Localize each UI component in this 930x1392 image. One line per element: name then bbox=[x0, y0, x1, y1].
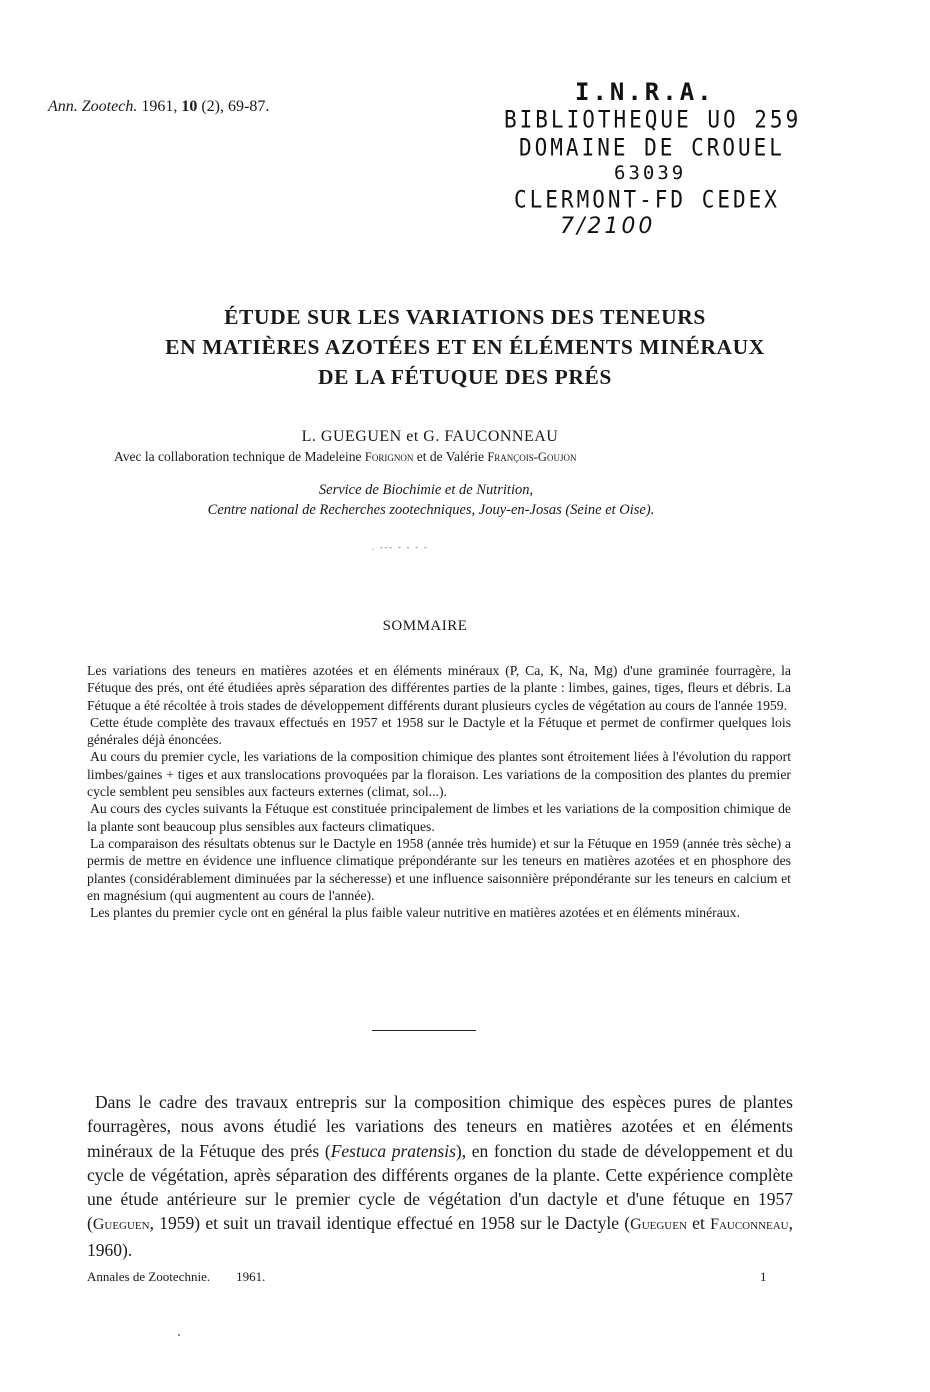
separator-dots: . --- - - - - bbox=[372, 543, 429, 552]
stamp-line-postcode: 63039 bbox=[614, 162, 687, 184]
intro-text-1: Dans le cadre des travaux entrepris sur la composition chimique des espèces pures de plantes fourragères, nous avons étudié les variations des teneurs en matières azotées et en éléments minéraux de la Fétuque des prés ( bbox=[87, 1092, 793, 1161]
journal-volume: 10 bbox=[181, 98, 198, 115]
page-number: 1 bbox=[760, 1269, 767, 1284]
journal-issue-pages: (2), 69-87. bbox=[201, 98, 270, 115]
title-line-3: DE LA FÉTUQUE DES PRÉS bbox=[318, 365, 612, 389]
footer-journal bbox=[87, 1269, 265, 1285]
journal-year: 1961, bbox=[141, 98, 178, 115]
reference-year: , 1960). bbox=[87, 1213, 793, 1260]
affiliation-service: Service de Biochimie et de Nutrition, bbox=[318, 482, 534, 498]
summary-paragraph: La comparaison des résultats obtenus sur le Dactyle en 1958 (année très humide) et sur la Fétuque en 1959 (année très sèche) a permis de mettre en évidence une influence climatique prépondérante sur les teneurs en matières azotées et en phosphore des plantes (considérablement diminuées par la sécheresse) et une influence saisonnière prépondérante sur les teneurs en calcium et en magnésium (qui augmentent au cours de l'année). bbox=[87, 835, 791, 903]
reference-author: Gueguen bbox=[630, 1216, 687, 1234]
stamp-line-inra: I.N.R.A. bbox=[575, 78, 715, 106]
footer-year: 1961. bbox=[236, 1269, 266, 1284]
paper-title bbox=[40, 302, 890, 392]
journal-citation bbox=[48, 98, 269, 116]
footer-journal-name: Annales de Zootechnie. bbox=[87, 1269, 211, 1284]
species-name: Festuca pratensis bbox=[330, 1140, 456, 1161]
summary-paragraph: Les plantes du premier cycle ont en général la plus faible valeur nutritive en matières azotées et en éléments minéraux. bbox=[90, 905, 740, 921]
summary-heading: SOMMAIRE bbox=[382, 618, 468, 634]
collaboration-middle: et de Valérie bbox=[416, 449, 484, 464]
collaborator-name-1: Forignon bbox=[364, 450, 414, 464]
summary-paragraph: Cette étude complète des travaux effectués en 1957 et 1958 sur le Dactyle et la Fétuque et permet de confirmer quelques lois générales déjà énoncées. bbox=[87, 714, 791, 748]
summary-section bbox=[87, 662, 791, 921]
collaborator-name-2: François-Goujon bbox=[487, 450, 577, 464]
reference-author: Fauconneau bbox=[710, 1216, 789, 1234]
collaboration-prefix: Avec la collaboration technique de Madeleine bbox=[114, 449, 362, 464]
stamp-line-city: CLERMONT-FD CEDEX bbox=[514, 185, 780, 214]
title-line-1: ÉTUDE SUR LES VARIATIONS DES TENEURS bbox=[224, 305, 706, 329]
section-divider bbox=[372, 1030, 476, 1031]
summary-paragraph: Les variations des teneurs en matières azotées et en éléments minéraux (P, Ca, K, Na, Mg) d'une graminée fourragère, la Fétuque des prés, ont été étudiées après séparation des différentes parties de la plante : limbes, gaines, tiges, fleurs et débris. La Fétuque a été récoltée à trois stades de développement différents durant plusieurs cycles de végétation au cours de l'année 1959. bbox=[87, 663, 791, 713]
reference-year: , 1959) et suit un travail identique effectué en 1958 sur le Dactyle ( bbox=[149, 1213, 631, 1234]
intro-text-2: ), en fonction du stade de développement et du cycle de végétation, après séparation des différents organes de la plante. Cette expérience complète une étude antérieure sur le premier cycle de végétation d'un dactyle et d'une fétuque en 1957 ( bbox=[87, 1140, 793, 1234]
reference-conjunction: et bbox=[686, 1213, 711, 1234]
title-line-2: EN MATIÈRES AZOTÉES ET EN ÉLÉMENTS MINÉRAUX bbox=[165, 335, 765, 359]
collaboration-line bbox=[114, 449, 576, 465]
authors: L. GUEGUEN et G. FAUCONNEAU bbox=[301, 428, 559, 445]
stamp-line-bibliotheque: BIBLIOTHEQUE UO 259 bbox=[504, 105, 802, 134]
stamp-handwritten-number: 7/2100 bbox=[560, 214, 656, 239]
reference-author: Gueguen bbox=[92, 1216, 150, 1234]
journal-name: Ann. Zootech. bbox=[48, 98, 138, 115]
summary-paragraph: Au cours du premier cycle, les variations de la composition chimique des plantes sont étroitement liées à l'évolution du rapport limbes/gaines + tiges et aux translocations provoquées par la floraison. Les variations de la composition des plantes du premier cycle semblent peu sensibles aux facteurs externes (climat, sol...). bbox=[87, 749, 791, 800]
scan-speck bbox=[178, 1334, 180, 1336]
stamp-line-domaine: DOMAINE DE CROUEL bbox=[519, 133, 785, 162]
intro-paragraph bbox=[87, 1090, 793, 1262]
affiliation-centre: Centre national de Recherches zootechniques, Jouy-en-Josas (Seine et Oise). bbox=[207, 502, 655, 518]
summary-paragraph: Au cours des cycles suivants la Fétuque est constituée principalement de limbes et les variations de la composition chimique de la plante sont beaucoup plus sensibles aux facteurs climatiques. bbox=[87, 801, 791, 834]
